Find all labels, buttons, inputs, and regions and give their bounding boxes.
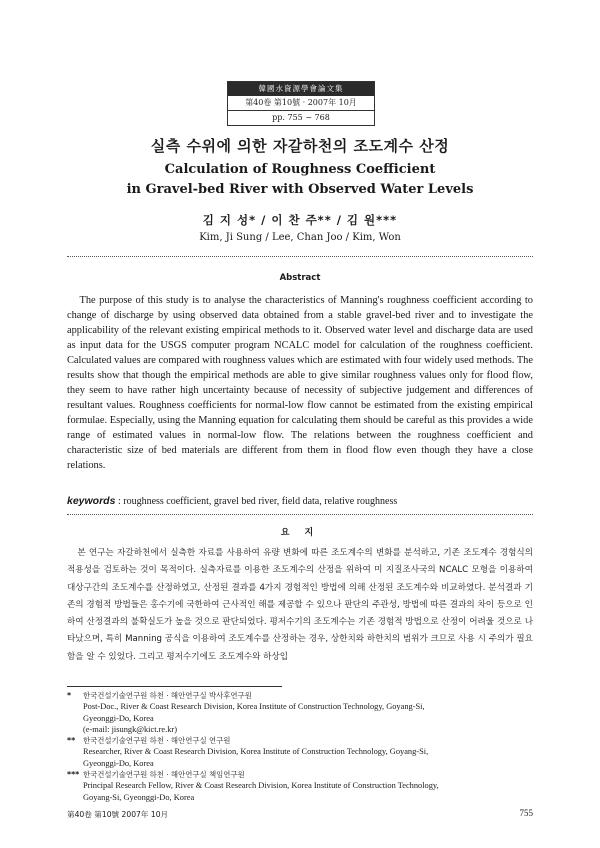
divider-middle [67,514,533,515]
footnotes [67,690,533,803]
footnote-2 [67,735,533,769]
title-korean: 실측 수위에 의한 자갈하천의 조도계수 산정 [150,137,450,155]
footnote-korean: 한국건설기술연구원 하천 · 해안연구실 연구원 [83,736,231,746]
footnote-english: Goyang-Si, Gyeonggi-Do, Korea [83,792,195,802]
footnote-email: (e-mail: jisungk@kict.re.kr) [83,724,177,734]
title-english-line2: in Gravel-bed River with Observed Water Levels [126,182,474,197]
footer-journal-issue: 第40卷 第10號 2007年 10月 [67,810,169,819]
keywords-separator: : [115,496,124,507]
footnote-english: Principal Research Fellow, River & Coast Research Division, Korea Institute of Construction Technology, [83,781,439,791]
footnote-english: Researcher, River & Coast Research Division, Korea Institute of Construction Technology, Goyang-Si, [83,747,429,757]
footnote-english: Post-Doc., River & Coast Research Division, Korea Institute of Construction Technology, Goyang-Si, [83,702,425,712]
footnote-marker: * [67,691,72,700]
footnote-korean: 한국건설기술연구원 하천 · 해안연구실 책임연구원 [83,770,245,780]
footnote-marker: ** [67,736,76,746]
authors-korean: 김 지 성* / 이 찬 주** / 김 원*** [202,213,398,227]
abstract-heading: Abstract [279,273,321,283]
keywords-line [67,495,533,507]
footnote-marker: *** [67,770,80,780]
divider-top [67,256,533,257]
abstract-text: The purpose of this study is to analyse the characteristics of Manning's roughness coefficient according to change of discharge by using observed data obtained from a stable gravel-bed river and to investigate the applicability of the relevant existing empirical methods to it. Observed water level and discharge data are used as input data for the USGS computer program NCALC model for calculation of the roughness coefficient. Calculated values are compared with roughness values which are estimated with four widely used methods. The results show that though the empirical methods are able to give similar roughness values only for flood flow, they seem to have rather high uncertainty because of necessity of subjective judgement and differences of resultant values. Roughness coefficients for normal-low flow cannot be estimated from the existing empirical formulae. Especially, using the Manning equation for calculating them should be careful as this provides a wide range of estimated values in normal-low flow. The relations between the roughness coefficient and characteristic size of bed materials are different from them in flood flow even though they have a close relations. [67,295,533,471]
footnote-english: Gyeonggi-Do, Korea [83,758,154,768]
footnote-english: Gyeonggi-Do, Korea [83,713,154,723]
journal-pages: pp. 755 ~ 768 [272,113,330,122]
journal-name: 韓國水資源學會論文集 [228,82,374,96]
korean-abstract-text: 본 연구는 자갈하천에서 실측한 자료를 사용하여 유량 변화에 따른 조도계수의 변화를 분석하고, 기존 조도계수 경험식의 적용성을 검토하는 것이 목적이다. 실측자료를 이용한 조도계수의 산정을 위하여 미 지질조사국의 NCALC 모형을 이용하여 대상구간의 조도계수를 산정하였고, 산정된 결과를 4가지 경험적인 방법에 의해 산정된 조도계수와 비교하였다. 분석결과 기존의 경험적 방법들은 홍수기에 국한하여 근사적인 해를 제공할 수 있으나 판단의 주관성, 방법에 따른 결과의 차이 등으로 인하여 산정결과의 불확실도가 높을 것으로 판단되었다. 평저수기의 조도계수는 기존 경험적 방법으로 산정이 어려울 것으로 나타났으며, 특히 Manning 공식을 이용하여 조도계수를 산정하는 경우, 상한치와 하한치의 범위가 크므로 사용 시 주의가 필요함을 알 수 있었다. 그리고 평저수기에도 조도계수와 하상입 [67,548,533,662]
keywords-text: roughness coefficient, gravel bed river, field data, relative roughness [123,496,398,507]
footnote-3 [67,769,533,803]
authors-english: Kim, Ji Sung / Lee, Chan Joo / Kim, Won [199,232,401,243]
keywords-label: keywords [67,495,116,507]
page-number: 755 [519,808,533,818]
journal-volume: 第40卷 第10號 · 2007年 10月 [228,96,374,111]
footnote-1 [67,690,533,735]
footnote-korean: 한국건설기술연구원 하천 · 해안연구실 박사후연구원 [83,691,252,700]
footnote-rule [67,686,282,687]
title-english-line1: Calculation of Roughness Coefficient [164,162,436,177]
korean-abstract-heading: 요 지 [280,528,320,538]
journal-info-box [227,81,375,126]
